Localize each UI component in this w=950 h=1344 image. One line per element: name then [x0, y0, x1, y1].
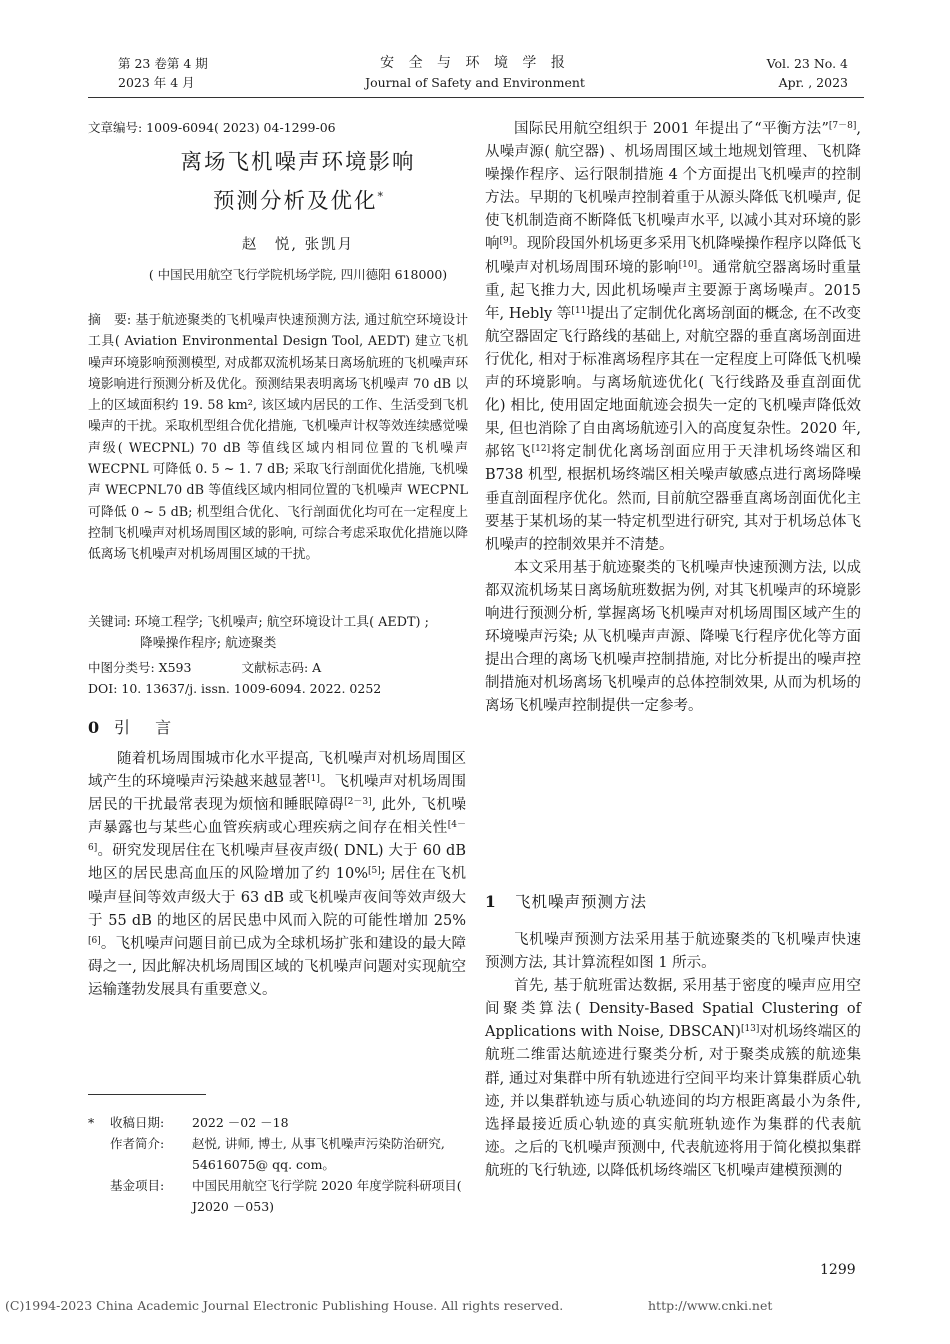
- page-number: 1299: [820, 1262, 856, 1278]
- citation[interactable]: [13]: [740, 1024, 760, 1035]
- footnotes: [88, 1112, 468, 1217]
- section-0-number: 0: [88, 718, 100, 737]
- header-journal-en: Journal of Safety and Environment: [365, 75, 585, 90]
- citation[interactable]: [4－6]: [88, 820, 466, 854]
- keywords-line1: 关键词: 环境工程学; 飞机噪声; 航空环境设计工具( AEDT) ;: [88, 615, 429, 630]
- intro-paragraph-3: 本文采用基于航迹聚类的飞机噪声快速预测方法, 以成都双流机场某日离场航班数据为例, 对其飞机噪声的环境影响进行预测分析, 掌握离场飞机噪声对机场周围区域产生的环境噪声污染; 从飞机噪声声源、降噪飞行程序优化等方面提出合理的离场飞机噪声控制措施, 对比分析提出的噪声控制措施对机场离场飞机噪声的总体控制效果, 从而为机场的离场飞机噪声控制提供一定参考。: [485, 559, 861, 715]
- method-paragraph-1: 飞机噪声预测方法采用基于航迹聚类的飞机噪声快速预测方法, 其计算流程如图 1 所示。: [485, 932, 861, 972]
- left-column-intro: [88, 748, 466, 1002]
- footer-copyright: (C)1994-2023 China Academic Journal Electronic Publishing House. All rights reserved.: [5, 1298, 564, 1313]
- footnote-fund: [88, 1175, 468, 1217]
- citation[interactable]: [5]: [367, 866, 381, 877]
- footnote-rule: [88, 1094, 206, 1095]
- doi: DOI: 10. 13637/j. issn. 1009-6094. 2022. 0252: [88, 681, 382, 696]
- header-rule: [88, 97, 864, 98]
- keywords-line2: 降噪操作程序; 航迹聚类: [140, 636, 277, 651]
- citation[interactable]: [2－3]: [344, 797, 372, 808]
- fund-label: 基金项目:: [110, 1178, 165, 1193]
- footnote-received: [88, 1112, 468, 1133]
- footer-url[interactable]: http://www.cnki.net: [648, 1298, 773, 1313]
- citation[interactable]: [6]: [88, 935, 101, 946]
- paper-title: [88, 146, 508, 219]
- section-1-number: 1: [485, 892, 496, 911]
- section-1-heading: [485, 890, 647, 912]
- header-journal-cn: 安 全 与 环 境 学 报: [380, 55, 570, 71]
- paper-title-line2-text: 预测分析及优化: [212, 189, 378, 215]
- author-bio: 赵悦, 讲师, 博士, 从事飞机噪声污染防治研究, 54616075@ qq. com。: [192, 1136, 445, 1172]
- footnote-author: [88, 1133, 468, 1175]
- clc-number: 中图分类号: X593 文献标志码: A: [88, 660, 322, 675]
- fund-info: 中国民用航空飞行学院 2020 年度学院科研项目( J2020 －053): [192, 1178, 462, 1214]
- right-column-method: [485, 929, 861, 1183]
- footnote-star: *: [88, 1115, 95, 1130]
- section-0-heading: [88, 715, 181, 738]
- received-label: 收稿日期:: [110, 1115, 165, 1130]
- classification: [88, 657, 381, 699]
- abstract-text: 摘 要: 基于航迹聚类的飞机噪声快速预测方法, 通过航空环境设计工具( Aviation Environmental Design Tool, AEDT) 建立飞机噪声环境影响预测模型, 对成都双流机场某日离场航班的飞机噪声环境影响进行预测分析及优化。预测结果表明离场飞机噪声 70 dB 以上的区域面积约 19. 58 km², 该区域内居民的工作、生活受到飞机噪声的干扰。采取机型组合优化措施, 飞机噪声计权等效连续感觉噪声级( WECPNL) 70 dB 等值线区域内相同位置的飞机噪声 WECPNL 可降低 0. 5 ~ 1. 7 dB; 采取飞行剖面优化措施, 飞机噪声 WECPNL70 dB 等值线区域内相同位置的飞机噪声 WECPNL 可降低 0 ~ 5 dB; 机型组合优化、飞行剖面优化均可在一定程度上控制飞机噪声对机场周围区域的影响, 可综合考虑采取优化措施以降低离场飞机噪声对机场周围区域的干扰。: [88, 313, 468, 563]
- paper-title-line1: 离场飞机噪声环境影响: [180, 150, 416, 175]
- header-volume-en: Vol. 23 No. 4: [766, 56, 848, 71]
- header-volume-cn: 第 23 卷第 4 期: [118, 56, 208, 71]
- citation[interactable]: [7－8]: [828, 121, 857, 131]
- affiliation: ( 中国民用航空飞行学院机场学院, 四川德阳 618000): [148, 267, 448, 282]
- citation[interactable]: [11]: [571, 305, 590, 316]
- citation[interactable]: [12]: [531, 444, 551, 455]
- header-date-cn: 2023 年 4 月: [118, 75, 195, 90]
- citation[interactable]: [10]: [678, 259, 698, 270]
- article-number: 文章编号: 1009-6094( 2023) 04-1299-06: [88, 120, 336, 135]
- received-date: 2022 －02 －18: [192, 1115, 289, 1130]
- right-column-intro: [485, 118, 861, 718]
- authors: 赵 悦, 张凯月: [241, 237, 355, 253]
- title-footnote-mark: *: [377, 190, 383, 203]
- keywords: [88, 612, 468, 654]
- intro-paragraph-2: 国际民用航空组织于 2001 年提出了“平衡方法”[7－8], 从噪声源( 航空器) 、机场周围区域土地规划管理、飞机降噪操作程序、运行限制措施 4 个方面提出飞机噪声的控制方法。早期的飞机噪声控制着重于从源头降低飞机噪声, 促使飞机制造商不断降低飞机噪声水平, 以减小其对环境的影响[9]。现阶段国外机场更多采用飞机降噪操作程序以降低飞机噪声对机场周围环境的影响[10]。通常航空器离场时重量重, 起飞推力大, 因此机场噪声主要源于离场噪声。2015 年, Hebly 等[11]提出了定制优化离场剖面的概念, 在不改变航空器固定飞行路线的基础上, 对航空器的垂直离场剖面进行优化, 相对于标准离场程序其在一定程度上可降低飞机噪声的环境影响。与离场航迹优化( 飞行线路及垂直剖面优化) 相比, 使用固定地面航迹会损失一定的飞机噪声降低效果, 但也消除了自由离场航迹引入的高度复杂性。2020 年, 郝铭飞[12]将定制优化离场剖面应用于天津机场终端区和 B738 机型, 根据机场终端区相关噪声敏感点进行离场降噪垂直剖面程序优化。然而, 目前航空器垂直离场剖面优化主要基于某机场的某一特定机型进行研究, 其对于机场总体飞机噪声的控制效果并不清楚。: [485, 121, 862, 553]
- intro-paragraph-1: 随着机场周围城市化水平提高, 飞机噪声对机场周围区域产生的环境噪声污染越来越显著[1]。飞机噪声对机场周围居民的干扰最常表现为烦恼和睡眠障碍[2－3], 此外, 飞机噪声暴露也与某些心血管疾病或心理疾病之间存在相关性[4－6]。研究发现居住在飞机噪声昼夜声级( DNL) 大于 60 dB 地区的居民患高血压的风险增加了约 10%[5]; 居住在飞机噪声昼间等效声级大于 63 dB 或飞机噪声夜间等效声级大于 55 dB 的地区的居民患中风而入院的可能性增加 25%[6]。飞机噪声问题目前已成为全球机场扩张和建设的最大障碍之一, 因此解决机场周围区域的飞机噪声问题对实现航空运输蓬勃发展具有重要意义。: [88, 751, 467, 998]
- citation[interactable]: [9]: [499, 236, 513, 247]
- abstract: [88, 310, 468, 566]
- header-volume-en-block: [767, 54, 848, 92]
- citation[interactable]: [1]: [307, 774, 320, 785]
- section-1-title: 飞机噪声预测方法: [515, 893, 648, 911]
- method-paragraph-2: 首先, 基于航班雷达数据, 采用基于密度的噪声应用空间聚类算法( Density-Based Spatial Clustering of Applications with Noise, DBSCAN)[13]对机场终端区的航班二维雷达航迹进行聚类分析, 对于聚类成簇的航迹集群, 通过对集群中所有轨迹进行空间平均来计算集群质心轨迹, 并以集群轨迹与质心轨迹间的均方根距离最小为条件, 选择最接近质心轨迹的真实航班轨迹作为集群的代表航迹。之后的飞机噪声预测中, 代表航迹将用于简化模拟集群航班的飞行轨迹, 以降低机场终端区飞机噪声建模预测的: [485, 978, 861, 1179]
- author-label: 作者简介:: [110, 1136, 165, 1151]
- header-date-en: Apr. , 2023: [778, 75, 848, 90]
- section-0-title: 引 言: [114, 718, 182, 737]
- paper-title-line2: [88, 180, 508, 219]
